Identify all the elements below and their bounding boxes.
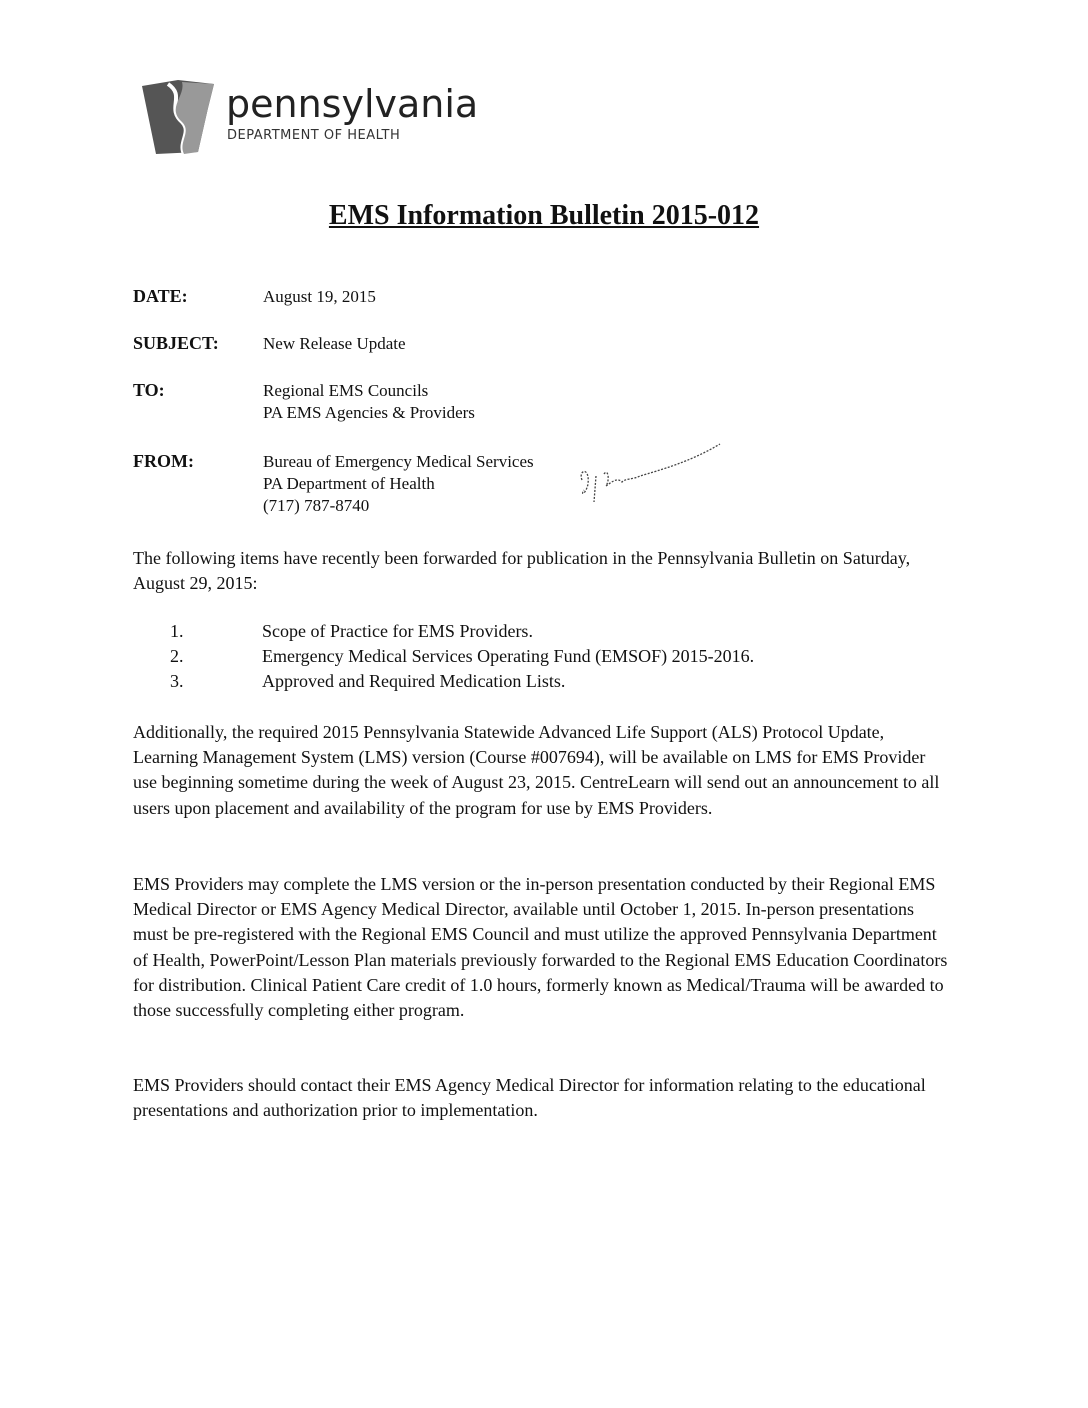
subject-label: SUBJECT: bbox=[133, 333, 219, 353]
to-label: TO: bbox=[133, 380, 165, 400]
keystone-logo-icon bbox=[138, 78, 218, 158]
logo-subtitle: DEPARTMENT OF HEALTH bbox=[227, 128, 401, 143]
from-line: (717) 787-8740 bbox=[263, 496, 370, 515]
list-text: Scope of Practice for EMS Providers. bbox=[262, 621, 533, 641]
subject-value: New Release Update bbox=[263, 334, 406, 353]
to-line: PA EMS Agencies & Providers bbox=[263, 403, 475, 422]
bulletin-title: EMS Information Bulletin 2015-012 bbox=[328, 200, 760, 231]
to-line: Regional EMS Councils bbox=[263, 381, 429, 400]
pa-health-logo bbox=[138, 78, 479, 158]
intro-paragraph: The following items have recently been forwarded for publication in the Pennsylvania Bulletin on Saturday, August 29, 2015: bbox=[133, 548, 911, 594]
paragraph-contact: EMS Providers should contact their EMS Agency Medical Director for information relating to the educational presentations and authorization prior to implementation. bbox=[133, 1075, 926, 1121]
logo-name: pennsylvania bbox=[226, 82, 479, 126]
list-number: 1. bbox=[170, 621, 184, 641]
date-label: DATE: bbox=[133, 286, 188, 306]
paragraph-in-person: EMS Providers may complete the LMS version or the in-person presentation conducted by their Regional EMS Medical Director or EMS Agency Medical Director, available until October 1, 2015. In-person presentations must be pre-registered with the Regional EMS Council and must utilize the approved Pennsylvania Department of Health, PowerPoint/Lesson Plan materials previously forwarded to the Regional EMS Education Coordinators for distribution. Clinical Patient Care credit of 1.0 hours, formerly known as Medical/Trauma will be awarded to those successfully completing either program. bbox=[133, 874, 948, 1021]
from-label: FROM: bbox=[133, 451, 194, 471]
signature-icon bbox=[570, 440, 730, 510]
paragraph-als-update: Additionally, the required 2015 Pennsylvania Statewide Advanced Life Support (ALS) Protocol Update, Learning Management System (LMS) version (Course #007694), will be available on LMS for EMS Provider use beginning sometime during the week of August 23, 2015. CentreLearn will send out an announcement to all users upon placement and availability of the program for use by EMS Providers. bbox=[133, 722, 940, 818]
list-text: Approved and Required Medication Lists. bbox=[262, 671, 566, 691]
list-number: 3. bbox=[170, 671, 184, 691]
from-line: Bureau of Emergency Medical Services bbox=[263, 452, 534, 471]
from-value bbox=[263, 451, 534, 517]
list-number: 2. bbox=[170, 646, 184, 666]
date-value: August 19, 2015 bbox=[263, 287, 376, 306]
from-line: PA Department of Health bbox=[263, 474, 435, 493]
list-text: Emergency Medical Services Operating Fund (EMSOF) 2015-2016. bbox=[262, 646, 755, 666]
to-value bbox=[263, 380, 475, 424]
